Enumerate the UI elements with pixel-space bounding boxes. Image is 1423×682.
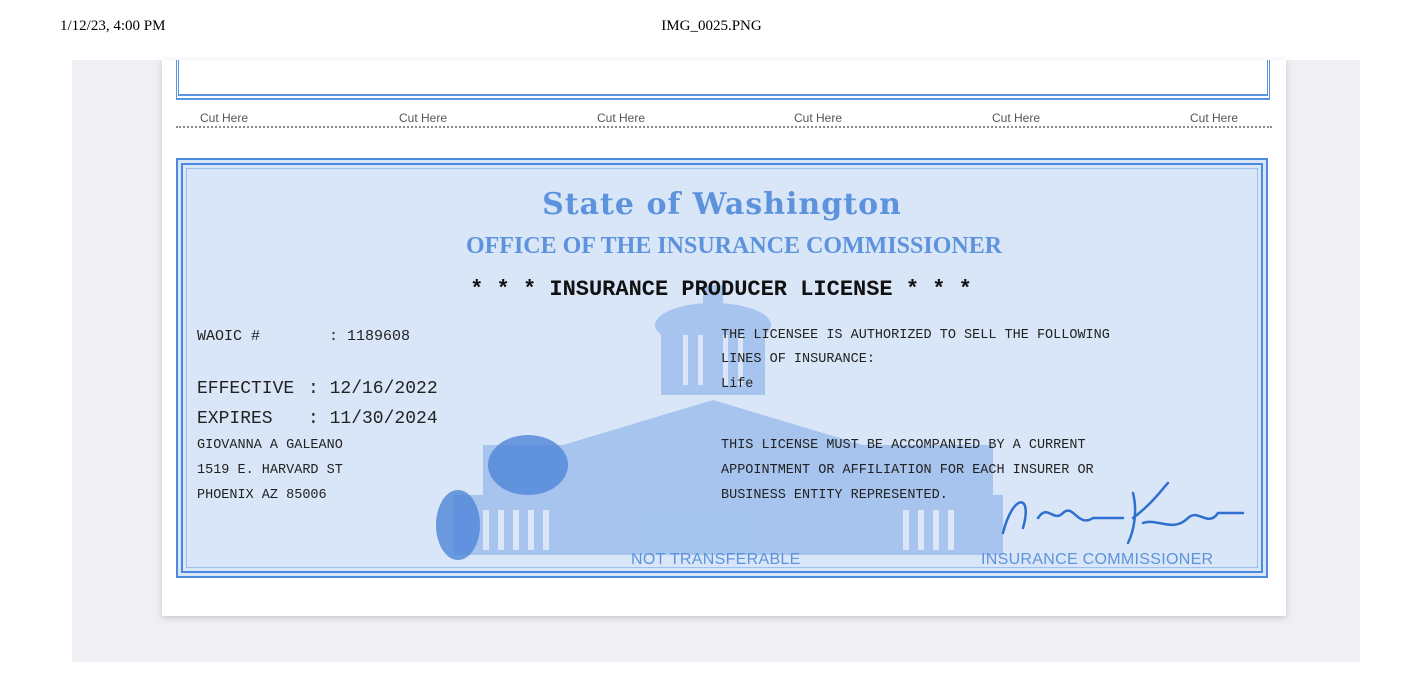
notice-line1: THIS LICENSE MUST BE ACCOMPANIED BY A CURRENT [721, 438, 1086, 453]
waoic-number: : 1189608 [329, 328, 411, 345]
effective-date: : 12/16/2022 [308, 379, 438, 399]
insurance-commissioner-label: INSURANCE COMMISSIONER [981, 551, 1214, 568]
cut-here-label: Cut Here [1190, 111, 1239, 125]
authorized-statement-line2: LINES OF INSURANCE: [721, 352, 875, 367]
print-filename: IMG_0025.PNG [661, 18, 762, 34]
license-title: * * * INSURANCE PRODUCER LICENSE * * * [470, 277, 972, 302]
cut-here-label: Cut Here [200, 111, 249, 125]
cut-line [176, 126, 1272, 128]
previous-certificate-border [176, 60, 1270, 100]
notice-line2: APPOINTMENT OR AFFILIATION FOR EACH INSURER OR [721, 463, 1094, 478]
print-date: 1/12/23, 4:00 PM [60, 18, 166, 34]
expires-label: EXPIRES [197, 409, 273, 429]
commissioner-signature [993, 473, 1253, 553]
cut-here-label: Cut Here [794, 111, 843, 125]
insurance-license-certificate [176, 158, 1268, 578]
not-transferable-label: NOT TRANSFERABLE [631, 551, 801, 568]
cut-here-label: Cut Here [597, 111, 646, 125]
licensee-address-line2: PHOENIX AZ 85006 [197, 488, 327, 503]
office-name: OFFICE OF THE INSURANCE COMMISSIONER [465, 233, 1003, 259]
notice-line3: BUSINESS ENTITY REPRESENTED. [721, 488, 948, 503]
line-of-insurance: Life [721, 377, 754, 392]
authorized-statement-line1: THE LICENSEE IS AUTHORIZED TO SELL THE FOLLOWING [721, 328, 1110, 343]
state-title: State of Washington [542, 187, 902, 222]
licensee-name: GIOVANNA A GALEANO [197, 438, 343, 453]
cut-here-label: Cut Here [399, 111, 448, 125]
licensee-address-line1: 1519 E. HARVARD ST [197, 463, 343, 478]
cut-here-label: Cut Here [992, 111, 1041, 125]
waoic-label: WAOIC # [197, 328, 261, 345]
effective-label: EFFECTIVE [197, 379, 295, 399]
expires-date: : 11/30/2024 [308, 409, 438, 429]
